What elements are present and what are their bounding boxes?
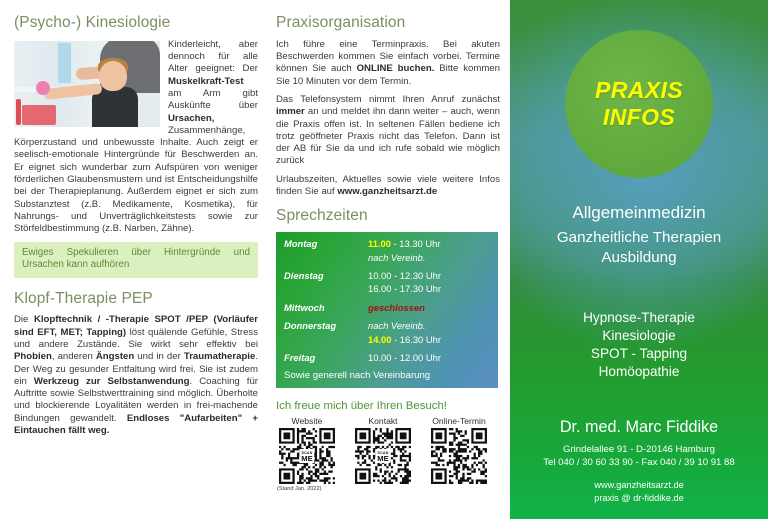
panel-services-list	[510, 309, 768, 381]
panel-service-item: Kinesiologie	[602, 328, 676, 343]
body-text: Das Telefonsystem nimmt Ihren Anruf zunächst	[276, 94, 500, 105]
praxisorganisation-paragraph-1	[276, 39, 500, 88]
hours-table	[284, 238, 490, 365]
body-text: Die	[14, 314, 34, 326]
qr-code-row	[276, 416, 500, 484]
hours-time-text: - 16.30 Uhr	[391, 333, 441, 345]
hours-day	[284, 252, 368, 265]
hours-day: Montag	[284, 238, 318, 250]
qr-code-icon[interactable]	[431, 428, 487, 484]
qr-code-label: Kontakt	[368, 416, 398, 427]
qr-scan-text: SCAN	[377, 451, 389, 456]
hours-time	[368, 283, 490, 296]
body-text: Ich führe eine Terminpraxis. Bei akuten Beschwerden kommen Sie einfach vorbei. Termine können Sie auch	[276, 38, 500, 75]
panel-title-ausbildung: Ausbildung	[601, 249, 677, 266]
body-text: am Arm gibt Auskünfte über	[168, 88, 258, 112]
photo-red-bar	[16, 99, 21, 125]
hours-time	[368, 238, 490, 251]
hours-time-text: 16.00 - 17.30 Uhr	[368, 283, 441, 295]
hours-row	[284, 320, 490, 333]
qr-me-text: ME	[377, 454, 389, 464]
body-text: Urlaubszeiten, Aktuelles sowie viele weitere Infos finden Sie auf	[276, 173, 500, 198]
qr-code-cell[interactable]	[276, 416, 338, 484]
praxisorganisation-paragraph-3	[276, 174, 500, 199]
qr-code-cell[interactable]	[428, 416, 490, 484]
website-url: www.ganzheitsarzt.de	[594, 480, 684, 490]
praxisorganisation-paragraph-2	[276, 94, 500, 168]
panel-service-item: SPOT - Tapping	[590, 346, 688, 361]
hours-day	[284, 283, 368, 296]
body-text: Kinderleicht, aber dennoch für alle Alter geeignet: Der	[168, 38, 258, 75]
emphasis-text: ONLINE buchen.	[356, 63, 435, 75]
invite-text: Ich freue mich über Ihren Besuch!	[276, 400, 447, 413]
address-line-1: Grindelallee 91 - D-20146 Hamburg	[563, 444, 715, 455]
hours-highlight: 14.00	[368, 333, 392, 345]
hours-row	[284, 334, 490, 347]
left-column	[0, 0, 270, 519]
practice-web-contact	[510, 479, 768, 505]
emphasis-text: Endloses "Aufarbeiten" + Eintauchen fällt weg.	[14, 412, 258, 437]
sprechzeiten-heading: Sprechzeiten	[276, 207, 368, 225]
body-text: löst quälende Gefühle, Stress und andere Zustände. Sie wirkt sehr effektiv bei	[14, 326, 259, 350]
emphasis-text: Phobien	[14, 351, 52, 363]
photo-pink-ball	[36, 81, 50, 95]
hours-note: Sowie generell nach Vereinbarung	[284, 370, 431, 382]
body-text: . Der Weg zu gesunder Entfaltung wird frei. Sie ist zudem ein	[14, 351, 258, 387]
body-text: und in der	[134, 351, 184, 363]
praxis-infos-badge	[565, 30, 713, 178]
hours-table-body	[284, 238, 490, 365]
hours-day: Donnerstag	[284, 320, 337, 332]
body-text: Bitte kommen Sie 10 Minuten vor dem Termin.	[276, 63, 500, 87]
badge-line-2: INFOS	[602, 104, 676, 130]
qr-scan-me-overlay	[299, 449, 314, 463]
body-text: . Coaching für Auftritte sowie Selbstwerttraining sind möglich. Überholte und blockierende Loyalitäten werden in frei-machende Bindungen gewandelt.	[14, 375, 258, 424]
qr-scan-me-overlay	[375, 449, 390, 463]
hours-row	[284, 302, 490, 315]
emphasis-text: www.ganzheitsarzt.de	[337, 186, 438, 198]
body-text: Zusammenhänge, Körperzustand und unbewusste Inhalte. Auch zeigt er seelisch-emotionale Hintergründe für Beschwerden an. Er eignet sich wunderbar zum Aufspüren von weniger förderlichen Glaubensmustern und ist Entscheidungshilfe bei der Therapieplanung. Außerdem eignet er sich zum Substanztest (z.B. Medikamente, Kosmetika), für Nahrungs- und Unverträglichkeitstests sowie zur Störfeldbestimmung (z.B. Narben, Zähne).	[14, 124, 258, 235]
qr-scan-text: SCAN	[301, 451, 313, 456]
child-muscle-test-photo	[14, 41, 160, 127]
hours-row	[284, 252, 490, 265]
photo-red-box	[22, 105, 56, 125]
qr-code-label: Website	[291, 416, 323, 427]
hours-row	[284, 238, 490, 251]
stand-date: (Stand Jan. 2022)	[277, 486, 322, 493]
hours-time	[368, 320, 490, 333]
doctor-name: Dr. med. Marc Fiddike	[559, 418, 719, 436]
body-text: an und meldet ihn dann weiter – auch, wenn die Praxis offen ist. In seltenen Fällen bediene ich trotz geöffneter Praxis nicht das Telefon. Dann ist der AB für Sie da und ich rufe sobald wie möglich zurück	[276, 106, 500, 167]
hours-time-text: 10.00 - 12.00 Uhr	[368, 352, 441, 364]
hours-time-text: 10.00 - 12.30 Uhr	[368, 270, 441, 281]
emphasis-text: Traumatherapie	[183, 351, 256, 363]
hours-closed: geschlossen	[368, 301, 425, 313]
qr-code-icon[interactable]	[355, 428, 411, 484]
photo-child-head	[99, 61, 127, 91]
opening-hours-table	[276, 232, 498, 388]
emphasis-text: Ängsten	[95, 351, 135, 363]
hours-day: Mittwoch	[284, 301, 325, 313]
klopf-therapie-paragraph	[14, 314, 258, 437]
panel-service-item: Homöopathie	[598, 364, 680, 379]
hours-time	[368, 270, 490, 283]
panel-title-allgemeinmedizin: Allgemeinmedizin	[572, 203, 706, 222]
qr-code-icon[interactable]	[279, 428, 335, 484]
emphasis-text: Klopftechnik / -Therapie SPOT /PEP (Vorläufer sind EFT, MET; Tapping)	[14, 314, 258, 338]
praxisorganisation-heading: Praxisorganisation	[276, 14, 406, 31]
right-info-panel	[510, 0, 768, 519]
klopf-therapie-heading: Klopf-Therapie PEP	[14, 289, 153, 307]
hours-time-text: nach Vereinb.	[368, 320, 426, 332]
qr-code-label: Online-Termin	[432, 416, 486, 427]
qr-code-cell[interactable]	[352, 416, 414, 484]
photo-blue-panel	[58, 43, 71, 83]
address-line-2: Tel 040 / 30 60 33 90 - Fax 040 / 39 10 91 88	[543, 457, 735, 468]
hours-row	[284, 283, 490, 296]
highlight-box: Ewiges Spekulieren über Hintergründe und Ursachen kann aufhören	[14, 242, 258, 278]
email-address: praxis @ dr-fiddike.de	[594, 493, 684, 503]
panel-title-ganzheitliche-therapien: Ganzheitliche Therapien	[556, 229, 722, 246]
practice-address	[510, 443, 768, 469]
kinesiologie-heading: (Psycho-) Kinesiologie	[14, 14, 171, 31]
body-text: , anderen	[51, 351, 96, 363]
hours-time	[368, 334, 490, 347]
panel-service-item: Hypnose-Therapie	[583, 310, 695, 325]
hours-row	[284, 352, 490, 365]
emphasis-text: Muskelkraft-Test	[168, 75, 244, 87]
hours-day: Dienstag	[284, 270, 324, 281]
hours-day: Freitag	[284, 352, 316, 364]
hours-time	[368, 352, 490, 365]
emphasis-text: Ursachen,	[168, 112, 215, 124]
middle-column	[270, 0, 510, 519]
hours-highlight: 11.00	[368, 238, 391, 250]
hours-time-text: - 13.30 Uhr	[390, 238, 441, 250]
hours-time	[368, 302, 490, 315]
emphasis-text: immer	[276, 106, 305, 118]
hours-day	[284, 334, 368, 347]
hours-row	[284, 270, 490, 283]
qr-me-text: ME	[301, 454, 313, 464]
hours-time	[368, 252, 490, 265]
emphasis-text: Werkzeug zur Selbstanwendung	[33, 375, 190, 387]
badge-line-1: PRAXIS	[594, 77, 684, 103]
hours-time-text: nach Vereinb.	[368, 251, 426, 263]
